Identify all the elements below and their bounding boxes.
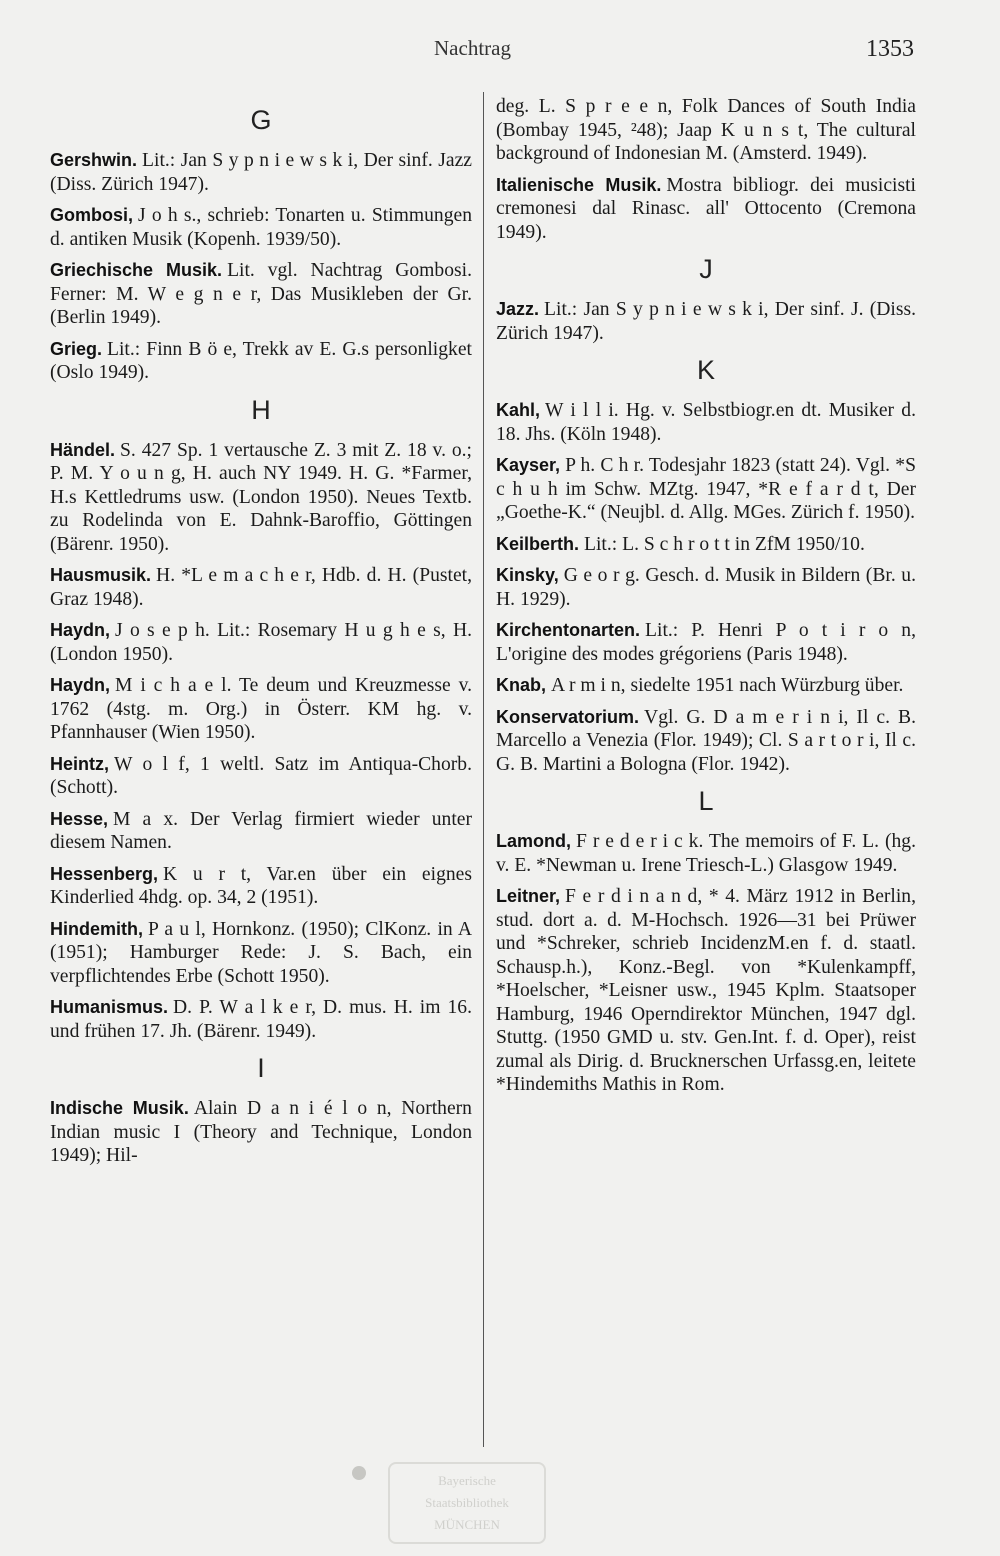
dictionary-entry [50,564,472,611]
entry-body: H. *L e m a c h e r, Hdb. d. H. (Pustet, Graz 1948). [50,565,472,610]
dictionary-entry [50,259,472,330]
entry-headword: Lamond, [496,831,571,851]
entry-body: W o l f, 1 weltl. Satz im Antiqua-Chorb. (Schott). [50,753,472,798]
section-letter: G [250,105,272,135]
entry-headword: Hesse, [50,808,109,829]
entry-body: Alain D a n i é l o n, Northern Indian music I (Theory and Technique, London 1949); Hil- [50,1098,472,1166]
dictionary-entry [496,174,916,245]
entry-headword: Kahl, [496,400,541,420]
entry-body: F r e d e r i c k. The memoirs of F. L. (hg. v. E. *Newman u. Irene Triesch-L.) Glasgow 1949. [496,831,916,876]
dictionary-entry [50,619,472,666]
entry-headword: Humanismus. [50,997,169,1017]
dictionary-entry [496,533,916,557]
entry-headword: Gershwin. [50,150,138,170]
dictionary-entry [50,753,472,800]
section-letter: H [251,394,271,425]
entry-body: Mostra bibliogr. dei musicisti cremonesi dal Rinasc. all' Ottocento (Cremona 1949). [496,174,917,243]
entry-headword: Gombosi, [50,205,134,225]
entry-headword: Haydn, [50,620,111,640]
dictionary-entry [496,399,916,446]
entry-headword: Kayser, [496,455,561,475]
dictionary-entry [496,885,916,1097]
entry-headword: Leitner, [496,886,561,906]
entry-headword: Knab, [496,675,547,695]
entry-headword: Grieg. [50,338,103,359]
dictionary-entry [50,204,472,251]
entry-body: D. P. W a l k e r, D. mus. H. im 16. und frühen 17. Jh. (Bärenr. 1949). [50,997,472,1042]
entry-headword: Italienische Musik. [496,174,662,195]
ink-dot [352,1466,366,1480]
entry-body: Lit.: Jan S y p n i e w s k i, Der sinf. Jazz (Diss. Zürich 1947). [50,150,472,195]
dictionary-entry [496,298,916,345]
left-column [50,95,472,1176]
entry-headword: Keilberth. [496,533,580,554]
entry-body: K u r t, Var.en über ein eignes Kinderlied 4hdg. op. 34, 2 (1951). [50,863,472,908]
entry-headword: Kirchentonarten. [496,620,641,640]
dictionary-entry [496,564,916,611]
dictionary-entry [50,918,472,989]
entry-body: Vgl. G. D a m e r i n i, Il c. B. Marcello a Venezia (Flor. 1949); Cl. S a r t o r i, Il c. G. B. Martini a Bologna (Flor. 1942). [496,706,916,775]
entry-body: A r m i n, siedelte 1951 nach Würzburg über. [551,675,904,696]
entry-body: P a u l, Hornkonz. (1950); ClKonz. in A (1951); Hamburger Rede: J. S. Bach, ein verpflichtendes Erbe (Schott 1950). [50,918,472,987]
section-letter: L [698,786,714,816]
entry-headword: Konservatorium. [496,706,640,727]
entry-body: J o h s., schrieb: Tonarten u. Stimmungen d. antiken Musik (Kopenh. 1939/50). [50,205,472,250]
entry-body: W i l l i. Hg. v. Selbstbiogr.en dt. Musiker d. 18. Jhs. (Köln 1948). [496,400,916,445]
column-divider [483,92,484,1447]
stamp-line-2: Staatsbibliothek [425,1495,509,1510]
entry-body: M a x. Der Verlag firmiert wieder unter diesem Namen. [50,808,472,853]
entry-body: Lit.: Finn B ö e, Trekk av E. G.s personligket (Oslo 1949). [50,338,472,383]
dictionary-entry [50,149,472,196]
dictionary-entry [50,996,472,1043]
section-letter: I [257,1053,265,1083]
dictionary-entry [50,1097,472,1168]
dictionary-entry [50,439,472,557]
dictionary-entry [50,863,472,910]
dictionary-entry [50,808,472,855]
section-letter: J [699,254,713,284]
stamp-line-1: Bayerische [438,1473,496,1488]
section-letter: K [696,355,715,385]
stamp-line-3: MÜNCHEN [434,1517,500,1532]
entry-body: M i c h a e l. Te deum und Kreuzmesse v. 1762 (4stg. m. Org.) in Österr. KM hg. v. Pfannhauser (Wien 1950). [50,675,472,743]
entry-body: Lit.: L. S c h r o t t in ZfM 1950/10. [584,533,865,555]
entry-headword: Jazz. [496,299,540,319]
dictionary-entry [496,619,916,666]
entry-body: deg. L. S p r e e n, Folk Dances of South India (Bombay 1945, ²48); Jaap K u n s t, The cultural background of Indonesian M. (Amsterd. 1949). [496,96,916,164]
entry-body: Lit.: Jan S y p n i e w s k i, Der sinf. J. (Diss. Zürich 1947). [496,299,916,344]
right-column [496,95,916,1105]
dictionary-entry [50,338,472,385]
entry-headword: Griechische Musik. [50,260,223,280]
entry-body: G e o r g. Gesch. d. Musik in Bildern (Br. u. H. 1929). [496,565,916,610]
library-stamp [388,1462,546,1544]
entry-body: J o s e p h. Lit.: Rosemary H u g h e s, H. (London 1950). [50,620,472,665]
dictionary-entry [496,830,916,877]
page-number: 1353 [866,36,914,62]
entry-headword: Hessenberg, [50,863,159,884]
entry-headword: Indische Musik. [50,1098,189,1118]
entry-body: P h. C h r. Todesjahr 1823 (statt 24). Vgl. *S c h u h im Schw. MZtg. 1947, *R e f a r d t, Der „Goethe-K.“ (Neujbl. d. Allg. MGes. Zürich f. 1950). [496,455,916,523]
entry-headword: Hausmusik. [50,565,152,585]
dictionary-entry [496,674,916,698]
entry-body: F e r d i n a n d, * 4. März 1912 in Berlin, stud. dort a. d. M-Hochsch. 1926—31 bei Prüwer und *Schreker, schrieb IncidenzM.en f. d. staatl. Schausp.h.), Konz.-Begl. von *Kulenkampff, *Hoelscher, *Leisner usw., 1945 Kplm. Staatsoper Hamburg, 1946 Operndirektor München, 1947 dgl. Stuttg. (1950 GMD u. stv. Gen.Int. f. d. Oper), reist zumal als Dirig. d. Brucknerschen Urfassg.en, leitete *Hindemiths Mathis in Rom. [496,886,916,1095]
dictionary-entry [496,706,916,777]
dictionary-entry [496,95,916,166]
dictionary-entry [50,674,472,745]
running-header: Nachtrag [434,36,511,60]
entry-headword: Kinsky, [496,565,559,585]
entry-body: Lit. vgl. Nachtrag Gombosi. Ferner: M. W e g n e r, Das Musikleben der Gr. (Berlin 1949). [50,260,472,328]
entry-body: Lit.: P. Henri P o t i r o n, L'origine des modes grégoriens (Paris 1948). [496,620,916,665]
entry-headword: Heintz, [50,753,110,774]
entry-headword: Haydn, [50,675,111,695]
entry-headword: Hindemith, [50,918,143,939]
entry-body: S. 427 Sp. 1 vertausche Z. 3 mit Z. 18 v. o.; P. M. Y o u n g, H. auch NY 1949. H. G. *Farmer, H.s Kettledrums usw. (London 1950). Neues Textb. zu Rodelinda von E. Dahnk-Baroffio, Göttingen (Bärenr. 1950). [50,439,472,555]
dictionary-entry [496,454,916,525]
entry-headword: Händel. [50,439,116,460]
